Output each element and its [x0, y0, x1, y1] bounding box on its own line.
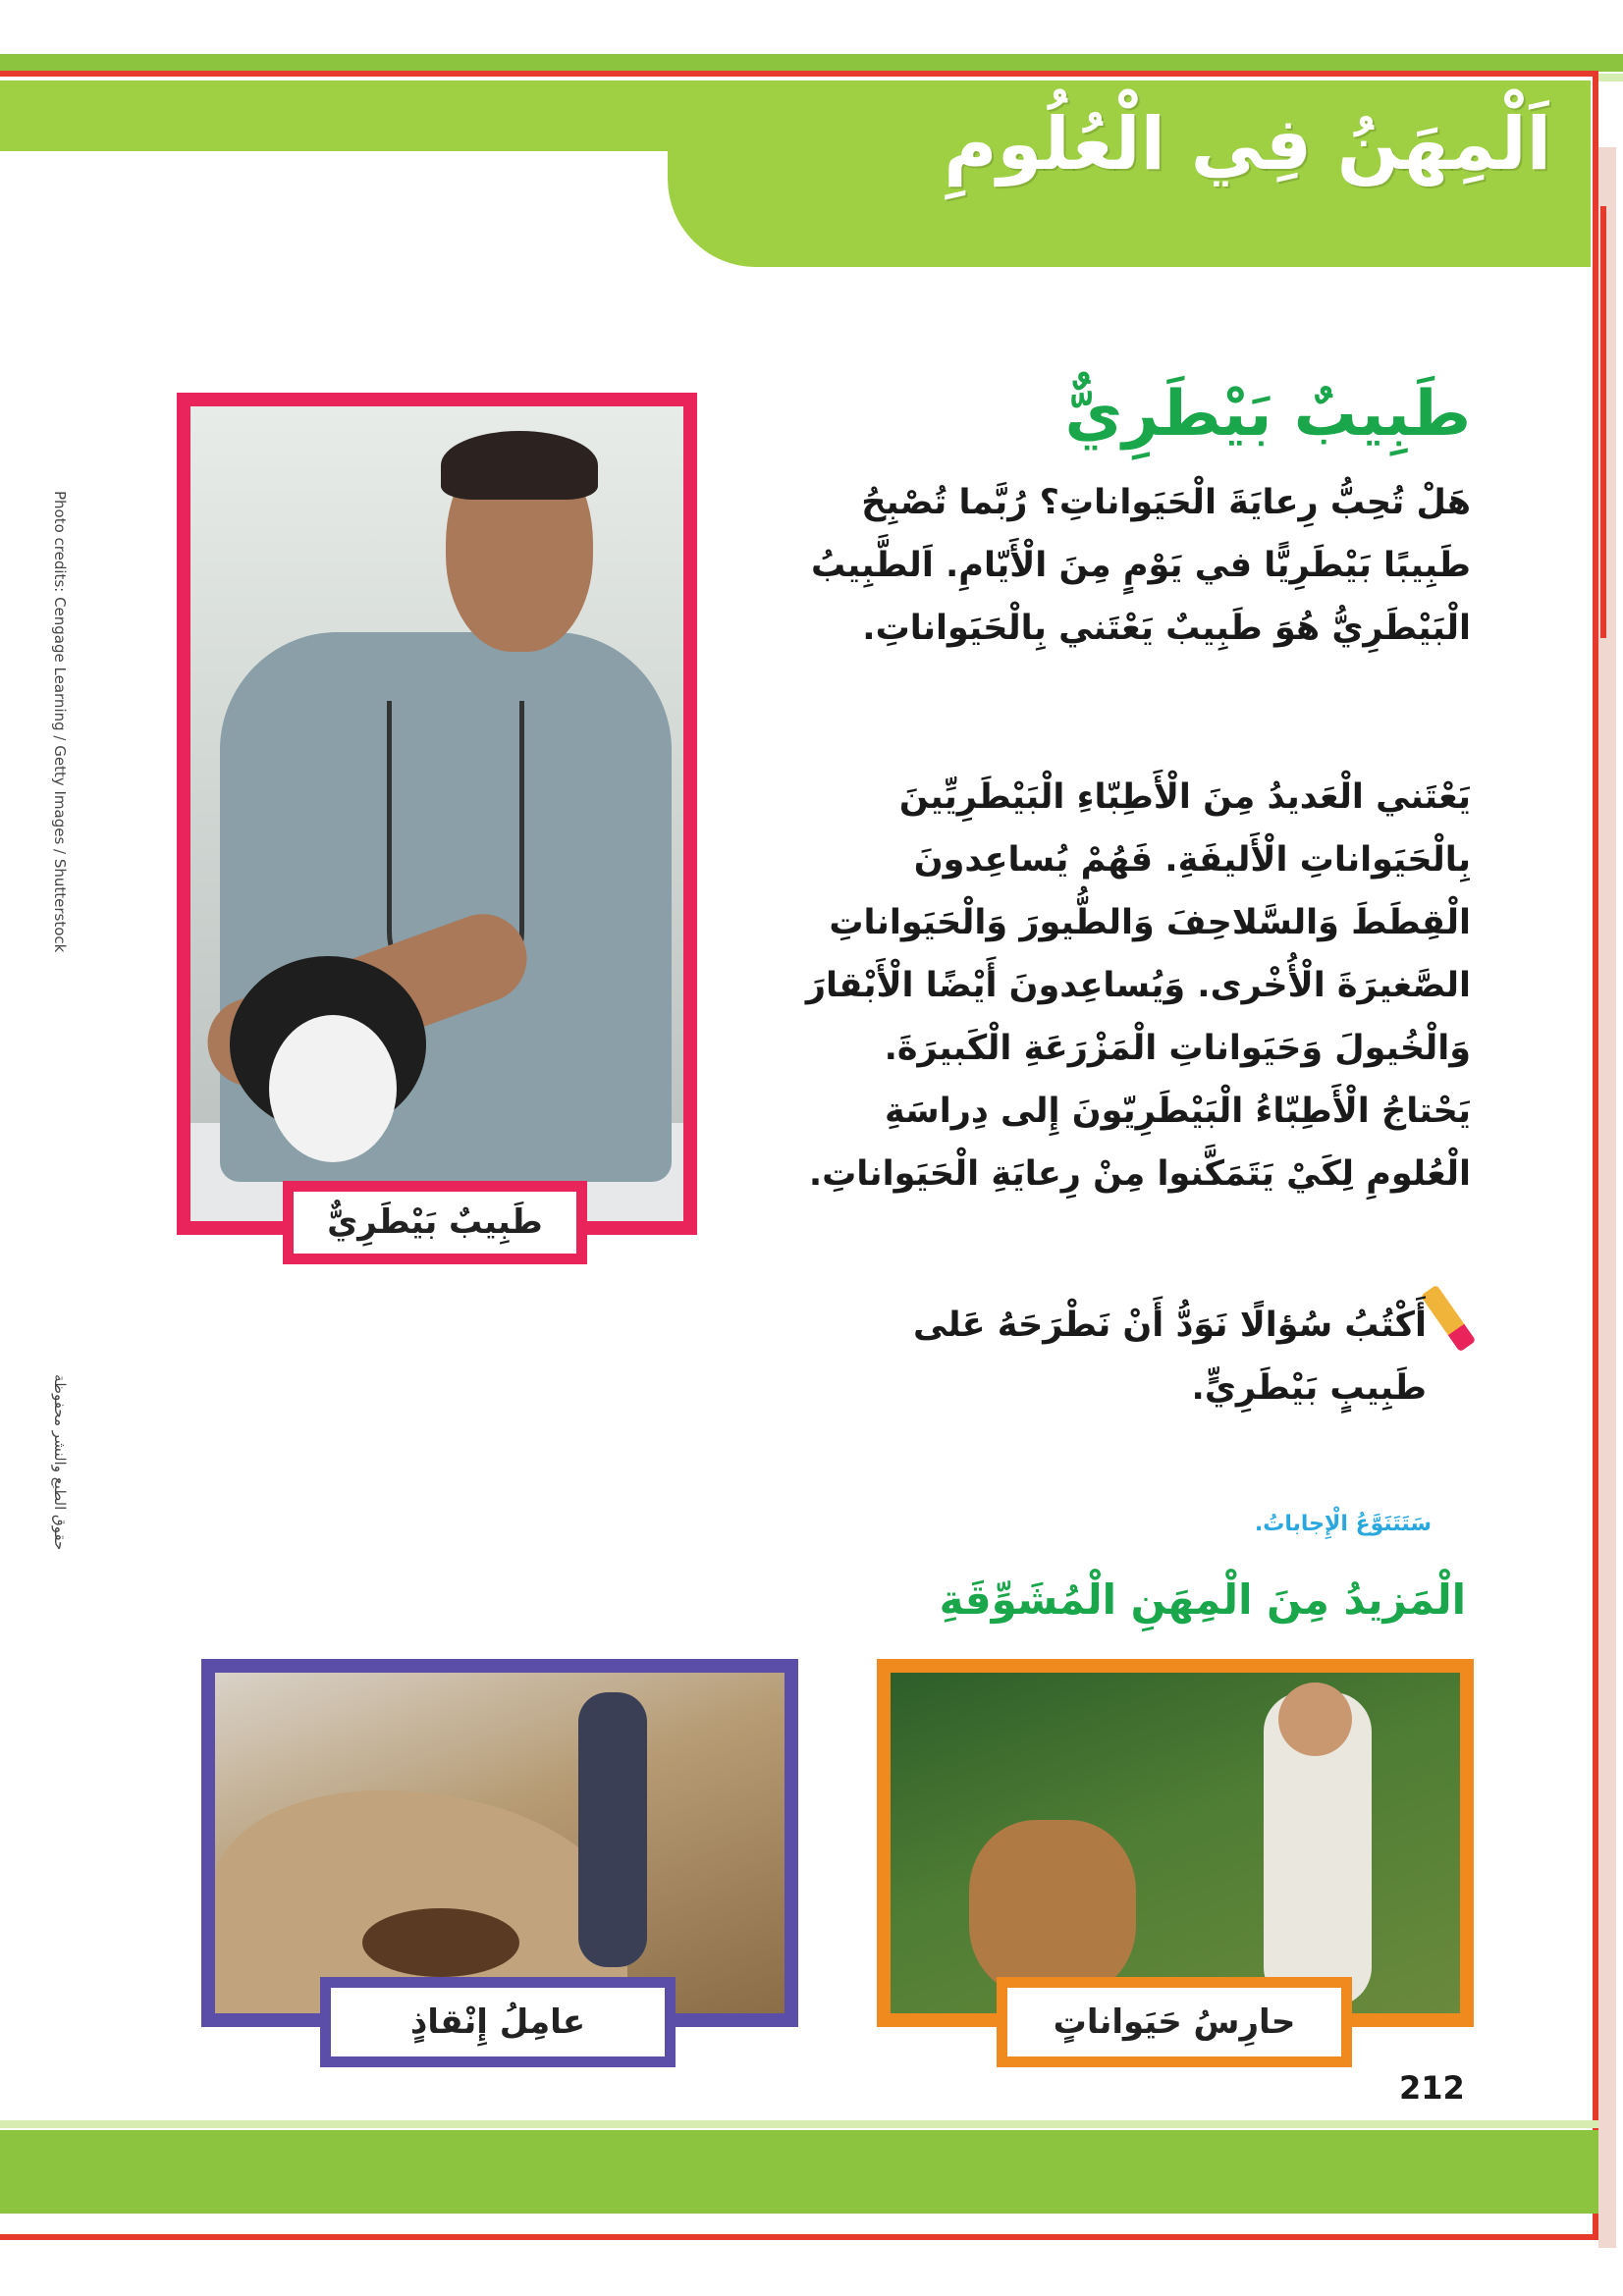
- frame-side-tab: [1600, 206, 1606, 638]
- paragraph-1: هَلْ تُحِبُّ رِعايَةَ الْحَيَواناتِ؟ رُبَّما تُصْبِحُ طَبِيبًا بَيْطَرِيًّا في يَوْمٍ مِنَ الْأَيّامِ. اَلطَّبِيبُ الْبَيْطَرِيُّ هُوَ طَبِيبٌ يَعْتَني بِالْحَيَواناتِ.: [810, 483, 1471, 648]
- more-careers-title: الْمَزيدُ مِنَ الْمِهَنِ الْمُشَوِّقَةِ: [939, 1575, 1466, 1624]
- side-credit-2: حقوق الطبع والنشر محفوظة: [51, 1374, 69, 1551]
- bottom-light-band: [0, 2120, 1598, 2128]
- rescue-worker: [578, 1692, 647, 1967]
- vet-hair: [441, 431, 598, 500]
- zookeeper-photo-label: حارِسُ حَيَواناتٍ: [997, 1977, 1352, 2067]
- writing-prompt: أَكْتُبُ سُؤالًا نَوَدُّ أَنْ نَطْرَحَهُ عَلى طَبِيبٍ بَيْطَرِيٍّ.: [912, 1306, 1427, 1408]
- side-credit: Photo credits: Cengage Learning / Getty Images / Shutterstock: [51, 491, 69, 953]
- answers-note: سَتَتَنَوَّعُ الْإِجاباتُ.: [1254, 1512, 1432, 1536]
- bottom-green-band: [0, 2130, 1598, 2214]
- rescue-photo-label: عامِلُ إِنْقاذٍ: [320, 1977, 676, 2067]
- header: [668, 80, 1591, 267]
- cat-white-fur: [269, 1015, 397, 1162]
- paragraph-2: يَعْتَني الْعَديدُ مِنَ الْأَطِبّاءِ الْبَيْطَرِيِّينَ بِالْحَيَواناتِ الْأَليفَةِ. فَهُمْ يُساعِدونَ الْقِطَطَ وَالسَّلاحِفَ وَالطُّيورَ وَالْحَيَواناتِ الصَّغيرَةَ الْأُخْرى. وَيُساعِدونَ أَيْضًا الْأَبْقارَ وَالْخُيولَ وَحَيَواناتِ الْمَزْرَعَةِ الْكَبيرَةَ. يَحْتاجُ الْأَطِبّاءُ الْبَيْطَرِيّونَ إِلى دِراسَةِ الْعُلومِ لِكَيْ يَتَمَكَّنوا مِنْ رِعايَةِ الْحَيَواناتِ.: [805, 777, 1471, 1194]
- page-title: اَلْمِهَنُ فِي الْعُلُومِ: [944, 102, 1551, 187]
- header-bar: [0, 80, 687, 151]
- rescue-dog: [362, 1908, 519, 1977]
- vet-photo: [177, 393, 697, 1235]
- top-green-band: [0, 54, 1623, 72]
- rescue-worker-photo: [201, 1659, 798, 2027]
- section-title: طَبِيبٌ بَيْطَرِيٌّ: [1064, 378, 1471, 451]
- lynx: [969, 1820, 1136, 1997]
- zookeeper-photo: [877, 1659, 1474, 2027]
- page-number: 212: [1399, 2069, 1465, 2107]
- zookeeper-head: [1278, 1682, 1352, 1756]
- vet-photo-label: طَبِيبٌ بَيْطَرِيٌّ: [283, 1181, 587, 1264]
